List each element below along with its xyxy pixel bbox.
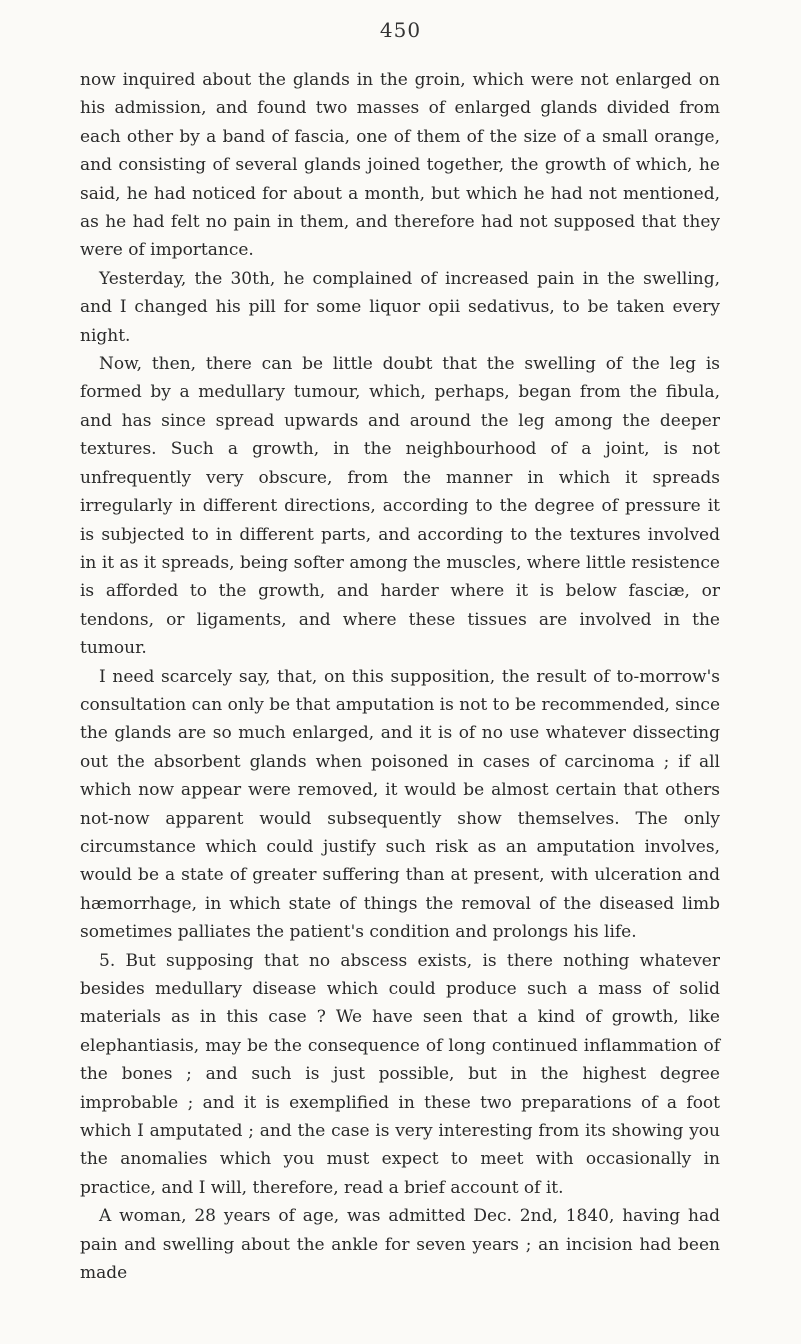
paragraph-5: 5. But supposing that no abscess exists, is there nothing whatever besides medullary disease which could produce such a mass of solid materials as in this case ? We have seen that a kind of growth, like elephantiasis, may be the consequence of long continued inflammation of the bones ; and such is just possible, but in the highest degree improbable ; and it is exemplified in these two preparations of a foot which I amputated ; and the case is very interesting from its showing you the anomalies which you must expect to meet with occasionally in practice, and I will, therefore, read a brief account of it. bbox=[80, 950, 720, 1198]
paragraph-6: A woman, 28 years of age, was admitted Dec. 2nd, 1840, having had pain and swelling about the ankle for seven years ; an incision had been made bbox=[80, 1206, 720, 1284]
page-number: 450 bbox=[379, 18, 422, 42]
paragraph-4: I need scarcely say, that, on this supposition, the result of to-morrow's consultation can only be that amputation is not to be recommended, since the glands are so much enlarged, and it is of no use whatever dissecting out the absorbent glands when poisoned in cases of carcinoma ; if all which now appear were removed, it would be almost certain that others not-now apparent would subsequently show themselves. The only circumstance which could justify such risk as an amputation involves, would be a state of greater suffering than at present, with ulceration and hæmorrhage, in which state of things the removal of the diseased limb sometimes palliates the patient's condition and prolongs his life. bbox=[80, 666, 720, 943]
paragraph-1: now inquired about the glands in the groin, which were not enlarged on his admission, and found two masses of enlarged glands divided from each other by a band of fascia, one of them of the size of a small orange, and consisting of several glands joined together, the growth of which, he said, he had noticed for about a month, but which he had not mentioned, as he had felt no pain in them, and therefore had not supposed that they were of importance. bbox=[80, 70, 720, 261]
paragraph-3: Now, then, there can be little doubt that the swelling of the leg is formed by a medullary tumour, which, perhaps, began from the fibula, and has since spread upwards and around the leg among the deeper textures. Such a growth, in the neighbourhood of a joint, is not unfrequently very obscure, from the manner in which it spreads irregularly in different directions, according to the degree of pressure it is subjected to in different parts, and according to the textures involved in it as it spreads, being softer among the muscles, where little resistence is afforded to the growth, and harder where it is below fasciæ, or tendons, or ligaments, and where these tissues are involved in the tumour. bbox=[80, 354, 720, 659]
text-body bbox=[80, 66, 720, 1287]
paragraph-2: Yesterday, the 30th, he complained of increased pain in the swelling, and I changed his pill for some liquor opii sedativus, to be taken every night. bbox=[80, 268, 720, 346]
